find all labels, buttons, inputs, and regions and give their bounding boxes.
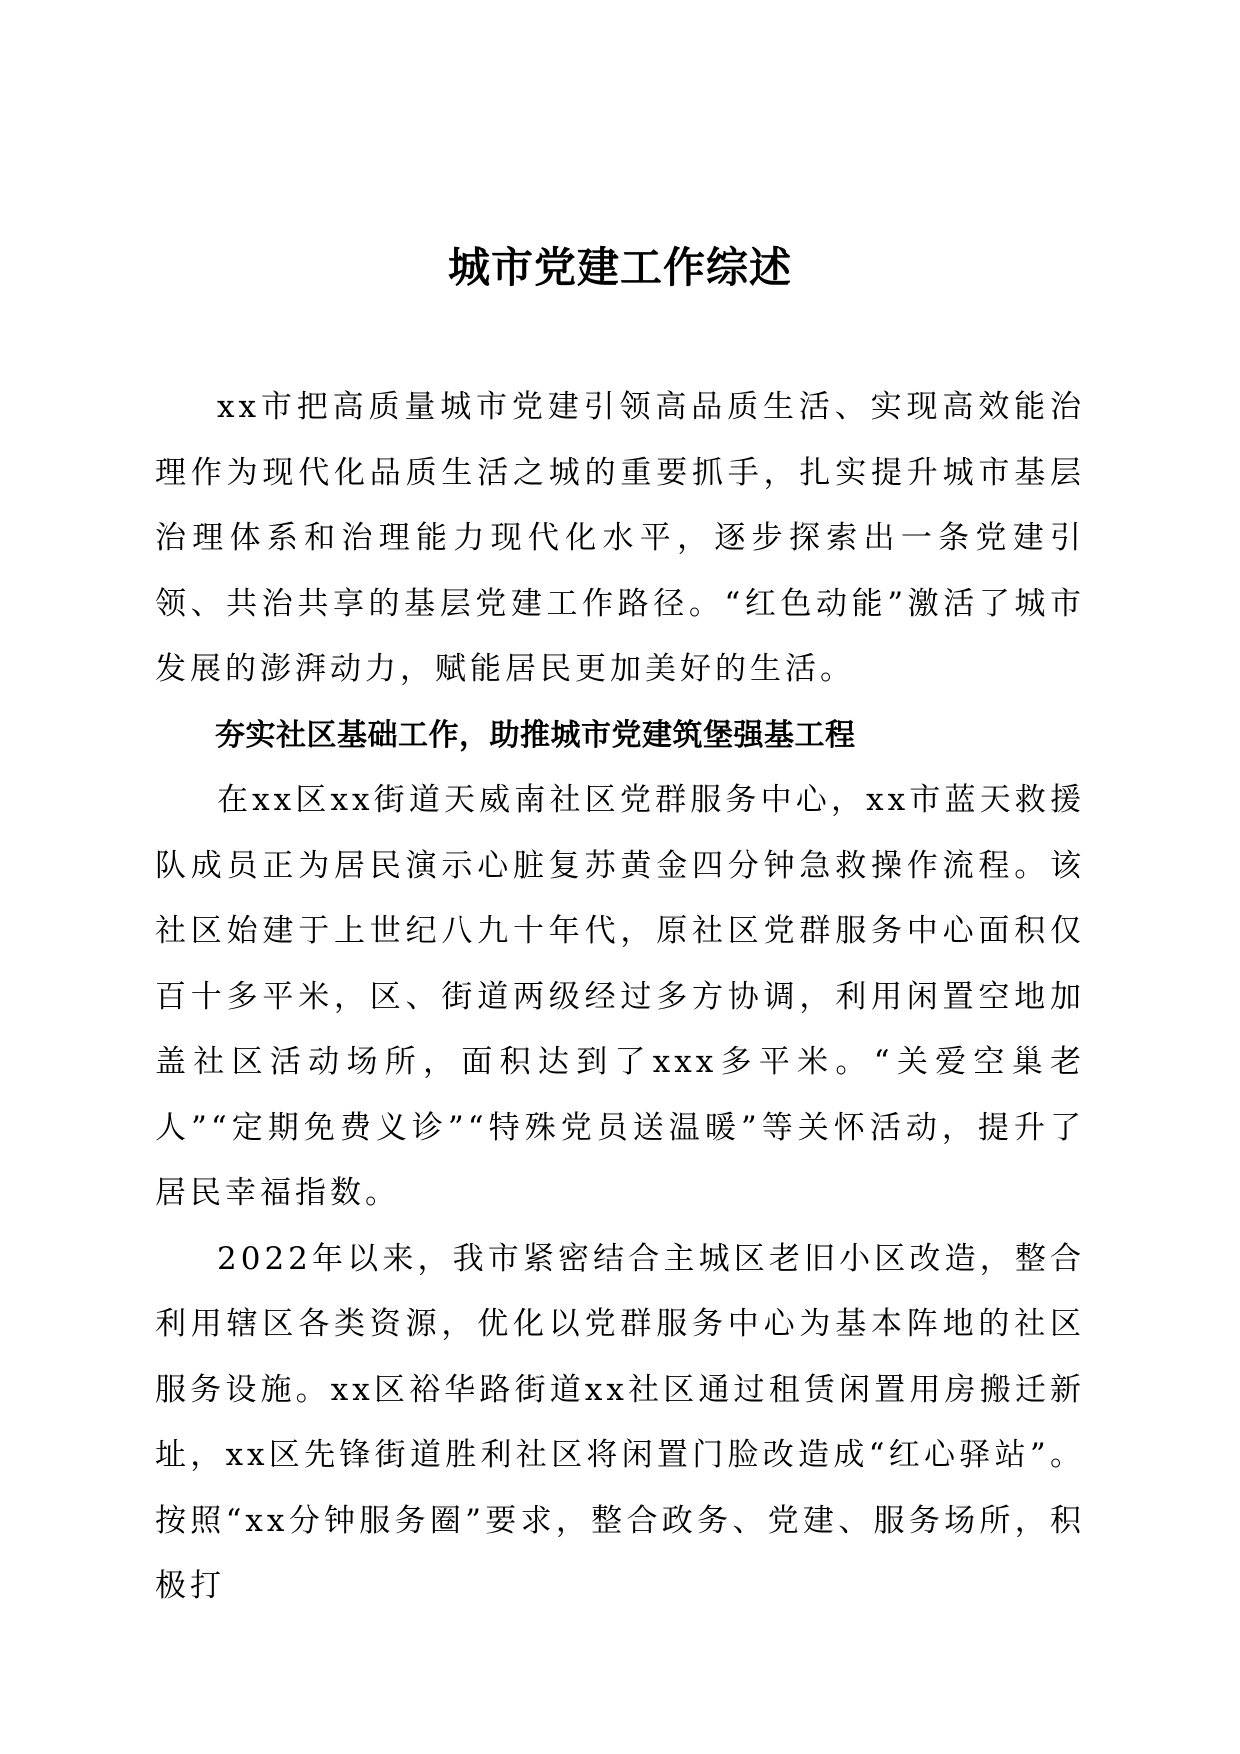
paragraph-intro: xx市把高质量城市党建引领高品质生活、实现高效能治理作为现代化品质生活之城的重要抓手，扎实提升城市基层治理体系和治理能力现代化水平，逐步探索出一条党建引领、共治共享的基层党建工作路径。“红色动能”激活了城市发展的澎湃动力，赋能居民更加美好的生活。 bbox=[155, 389, 1085, 687]
document-body bbox=[155, 375, 1085, 1620]
paragraph-2022-renovation: 2022年以来，我市紧密结合主城区老旧小区改造，整合利用辖区各类资源，优化以党群服务中心为基本阵地的社区服务设施。xx区裕华路街道xx社区通过租赁闲置用房搬迁新址，xx区先锋街道胜利社区将闲置门脸改造成“红心驿站”。按照“xx分钟服务圈”要求，整合政务、党建、服务场所，积极打 bbox=[155, 1240, 1085, 1604]
paragraph-community-center: 在xx区xx街道天威南社区党群服务中心，xx市蓝天救援队成员正为居民演示心脏复苏黄金四分钟急救操作流程。该社区始建于上世纪八九十年代，原社区党群服务中心面积仅百十多平米，区、街道两级经过多方协调，利用闲置空地加盖社区活动场所，面积达到了xxx多平米。“关爱空巢老人”“定期免费义诊”“特殊党员送温暖”等关怀活动，提升了居民幸福指数。 bbox=[155, 782, 1085, 1211]
section-heading: 夯实社区基础工作，助推城市党建筑堡强基工程 bbox=[215, 717, 856, 753]
document-title: 城市党建工作综述 bbox=[447, 243, 792, 292]
